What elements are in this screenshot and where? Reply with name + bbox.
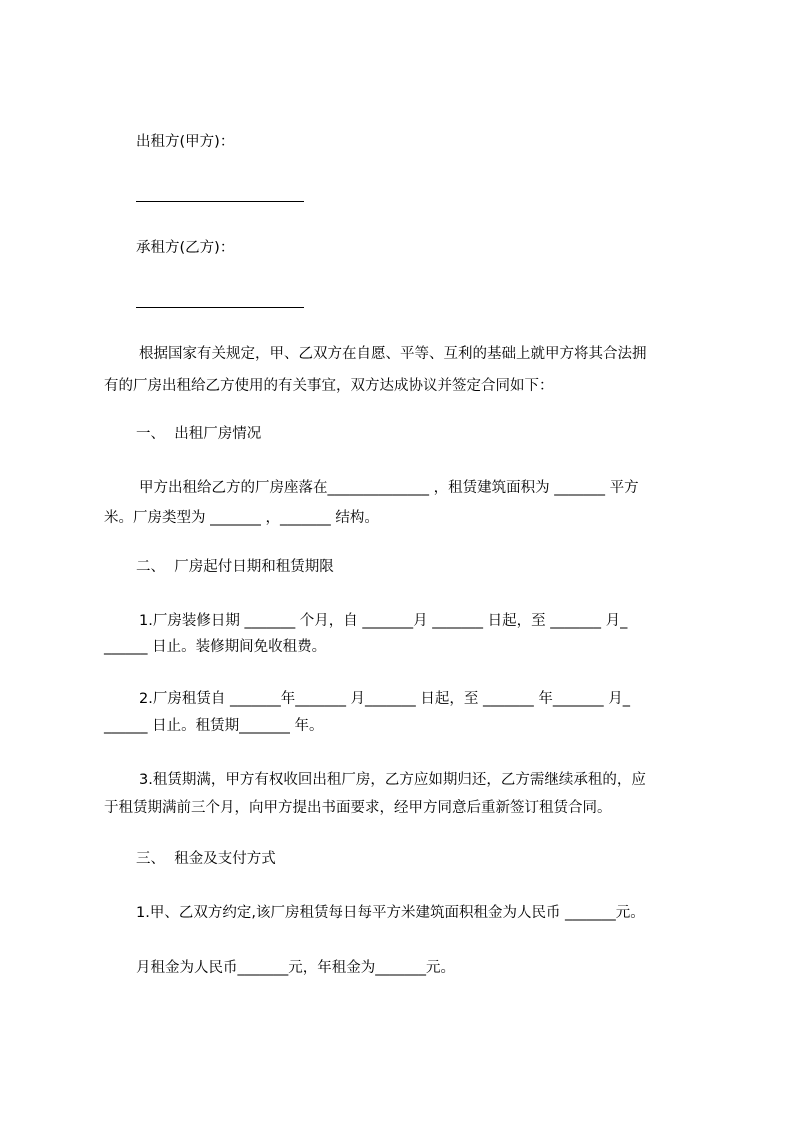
section-3-item-2: 月租金为人民币_______元，年租金为_______元。 xyxy=(136,960,455,976)
lessor-label: 出租方(甲方)： xyxy=(136,134,235,150)
section-3-item-1: 1.甲、乙双方约定,该厂房租赁每日每平方米建筑面积租金为人民币 _______元。 xyxy=(136,905,645,921)
section-2-item-1-line-2: ______ 日止。装修期间免收租费。 xyxy=(104,639,327,655)
section-2-item-2-line-1: 2.厂房租赁自 _______年_______ 月_______ 日起，至 _______ 年_______ 月_ xyxy=(139,691,630,707)
section-2-heading: 二、 厂房起付日期和租赁期限 xyxy=(136,559,334,575)
section-1-line-2: 米。厂房类型为 _______ ，_______ 结构。 xyxy=(104,510,379,526)
lessor-signature-line xyxy=(136,201,304,202)
lessee-label: 承租方(乙方)： xyxy=(136,240,235,256)
section-2-item-3-line-1: 3.租赁期满，甲方有权收回出租厂房，乙方应如期归还，乙方需继续承租的，应 xyxy=(139,772,646,788)
section-1-line-1: 甲方出租给乙方的厂房座落在______________ ，租赁建筑面积为 _______ 平方 xyxy=(139,480,639,496)
lessee-signature-line xyxy=(136,307,304,308)
intro-line-1: 根据国家有关规定，甲、乙双方在自愿、平等、互利的基础上就甲方将其合法拥 xyxy=(139,346,647,362)
section-3-heading: 三、 租金及支付方式 xyxy=(136,851,276,867)
section-2-item-2-line-2: ______ 日止。租赁期_______ 年。 xyxy=(104,718,324,734)
section-2-item-3-line-2: 于租赁期满前三个月，向甲方提出书面要求，经甲方同意后重新签订租赁合同。 xyxy=(104,800,612,816)
section-1-heading: 一、 出租厂房情况 xyxy=(136,426,262,442)
section-2-item-1-line-1: 1.厂房装修日期 _______ 个月，自 _______月 _______ 日起，至 _______ 月_ xyxy=(139,613,628,629)
intro-line-2: 有的厂房出租给乙方使用的有关事宜，双方达成协议并签定合同如下： xyxy=(104,378,554,394)
